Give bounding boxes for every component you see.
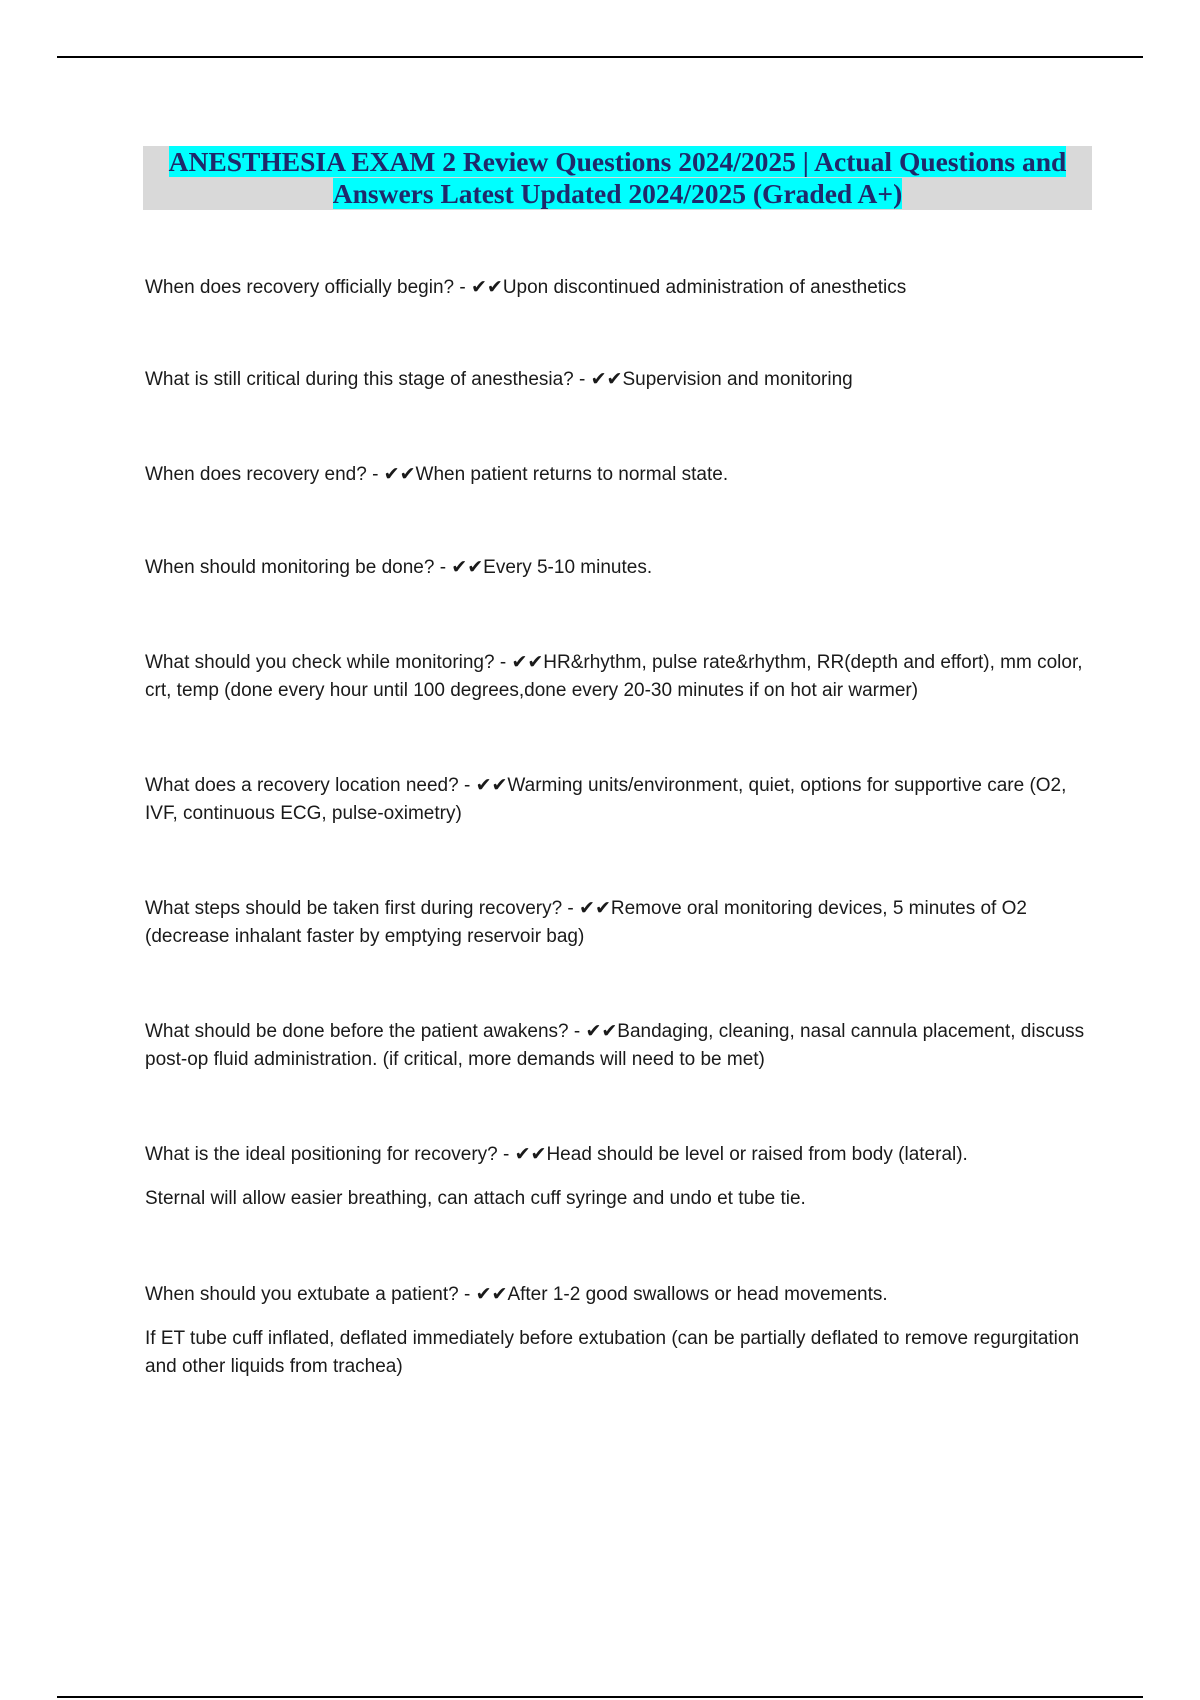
qa-item xyxy=(145,1018,1095,1074)
qa-item xyxy=(145,649,1095,705)
bottom-rule xyxy=(57,1696,1143,1698)
document-title xyxy=(143,146,1092,210)
qa-text: When should you extubate a patient? - ✔✔After 1-2 good swallows or head movements. xyxy=(145,1284,888,1305)
title-line-1: ANESTHESIA EXAM 2 Review Questions 2024/2025 | Actual Questions and xyxy=(168,146,1067,177)
qa-text: What is the ideal positioning for recovery? - ✔✔Head should be level or raised from body (lateral). xyxy=(145,1144,968,1165)
qa-item xyxy=(145,274,1095,302)
title-line-2: Answers Latest Updated 2024/2025 (Graded A+) xyxy=(332,178,903,209)
qa-item xyxy=(145,461,1095,489)
qa-text: What is still critical during this stage of anesthesia? - ✔✔Supervision and monitoring xyxy=(145,369,853,390)
qa-text: What steps should be taken first during recovery? - ✔✔Remove oral monitoring devices, 5 minutes of O2 (decrease inhalant faster by emptying reservoir bag) xyxy=(145,898,1027,947)
qa-item xyxy=(145,895,1095,951)
qa-item xyxy=(145,554,1095,582)
qa-extra-text: Sternal will allow easier breathing, can attach cuff syringe and undo et tube tie. xyxy=(145,1188,806,1209)
qa-text: What does a recovery location need? - ✔✔Warming units/environment, quiet, options for supportive care (O2, IVF, continuous ECG, pulse-oximetry) xyxy=(145,775,1067,824)
qa-item xyxy=(145,772,1095,828)
qa-item xyxy=(145,1141,1095,1213)
qa-text: When should monitoring be done? - ✔✔Every 5-10 minutes. xyxy=(145,557,653,578)
qa-text: When does recovery officially begin? - ✔✔Upon discontinued administration of anesthetics xyxy=(145,277,907,298)
qa-item xyxy=(145,1281,1095,1381)
qa-item xyxy=(145,366,1095,394)
qa-text: When does recovery end? - ✔✔When patient returns to normal state. xyxy=(145,464,729,485)
qa-extra-text: If ET tube cuff inflated, deflated immediately before extubation (can be partially deflated to remove regurgitation and other liquids from trachea) xyxy=(145,1328,1080,1377)
qa-text: What should you check while monitoring? - ✔✔HR&rhythm, pulse rate&rhythm, RR(depth and effort), mm color, crt, temp (done every hour until 100 degrees,done every 20-30 minutes if on hot air warmer) xyxy=(145,652,1083,701)
top-rule xyxy=(57,56,1143,58)
qa-text: What should be done before the patient awakens? - ✔✔Bandaging, cleaning, nasal cannula placement, discuss post-op fluid administration. (if critical, more demands will need to be met) xyxy=(145,1021,1085,1070)
